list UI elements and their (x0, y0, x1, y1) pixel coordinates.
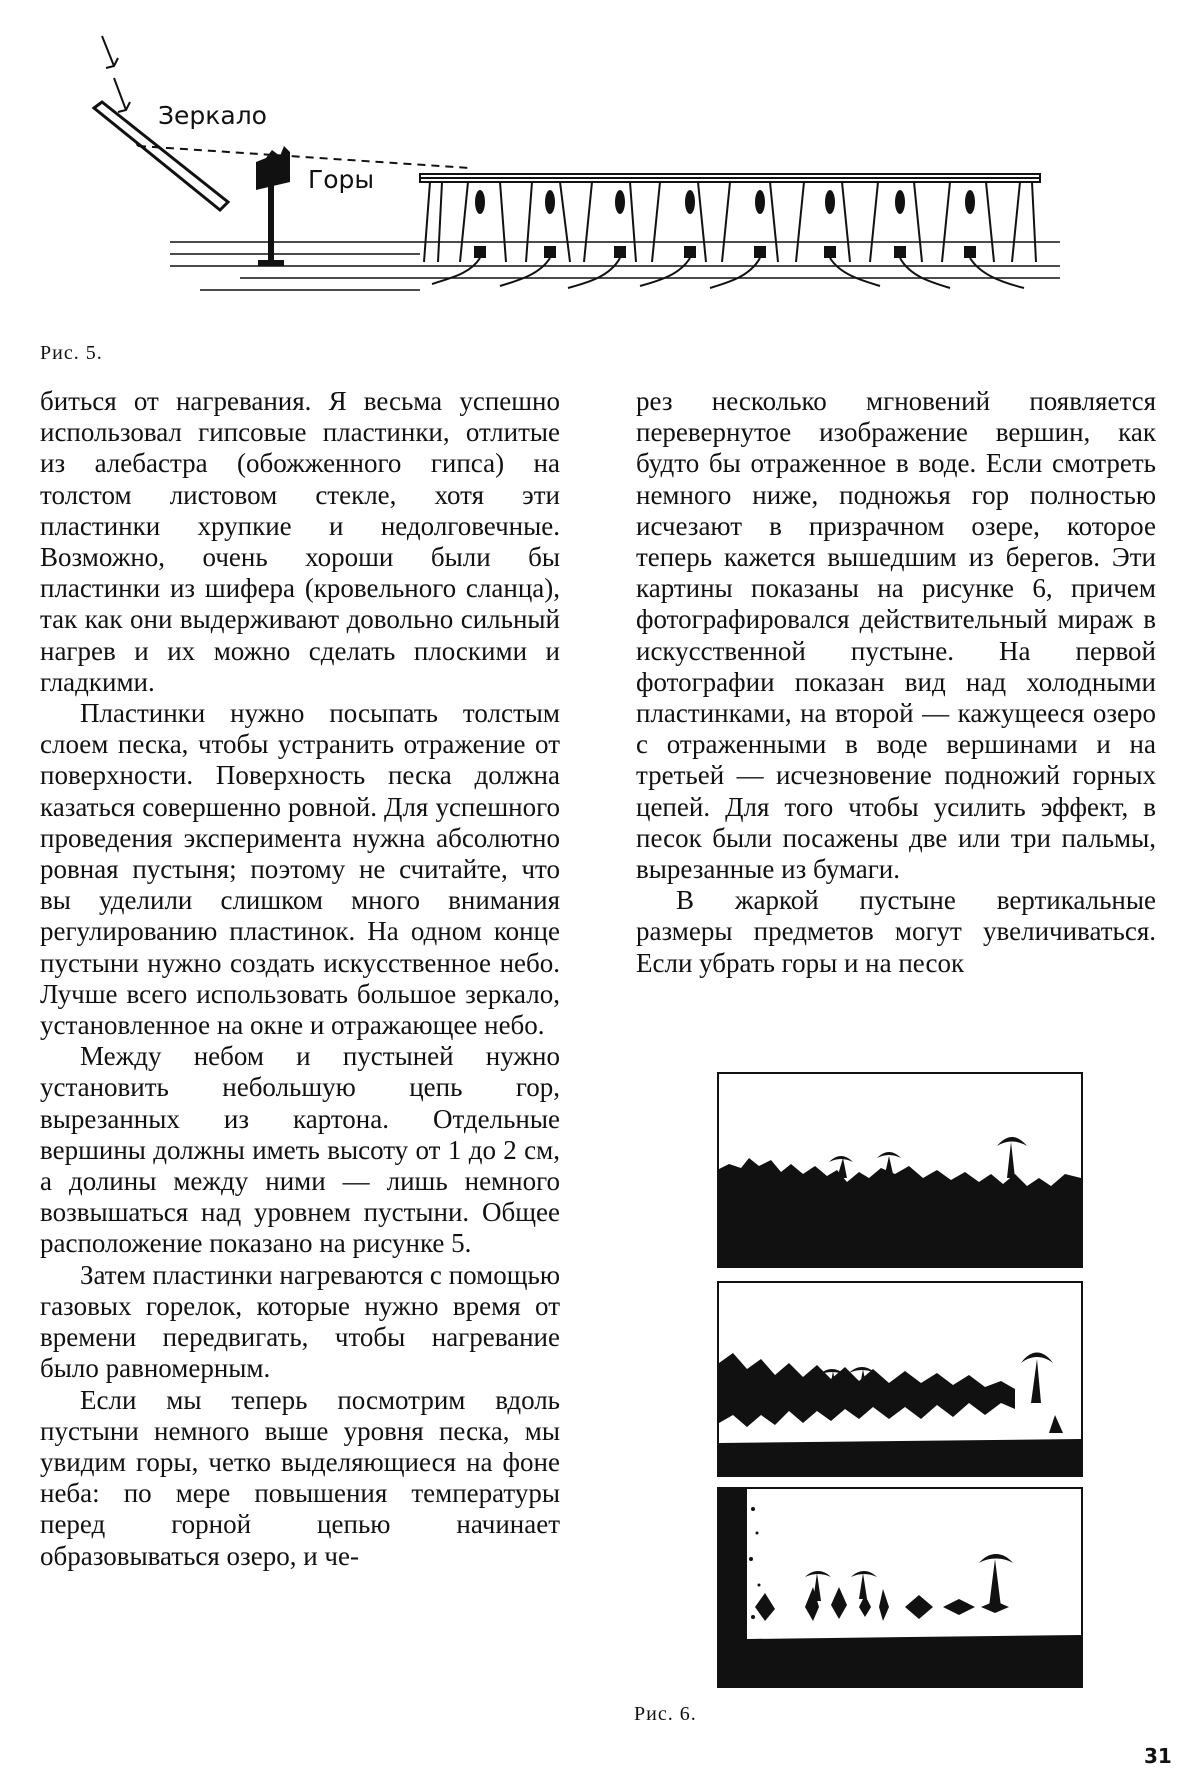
figure-5-diagram (80, 28, 1120, 298)
mountains-label: Горы (308, 165, 375, 194)
mirage-photo-cold-plates (717, 1072, 1083, 1268)
sight-line (138, 146, 470, 168)
mirage-photo-vanishing-foothills (717, 1487, 1083, 1688)
left-text-column (40, 386, 560, 1572)
mirror-label: Зеркало (158, 101, 267, 130)
paragraph: В жаркой пустыне вертикальные размеры предметов могут увеличиваться. Если убрать горы и на песок (636, 885, 1156, 978)
mirage-photo-reflected-lake (717, 1281, 1083, 1477)
paragraph: рез несколько мгновений появляется перевернутое изображение вершин, как будто бы отраженное в воде. Если смотреть немного ниже, подножья гор полностью исчезают в призрачном озере, которое теперь кажется вышедшим из берегов. Эти картины показаны на рисунке 6, причем фотографировался действительный мираж в искусственной пустыне. На первой фотографии показан вид над холодными пластинками, на второй — кажущееся озеро с отраженными в воде вершинами и на третьей — исчезновение подножий горных цепей. Для того чтобы усилить эффект, в песок были посажены две или три пальмы, вырезанные из бумаги. (636, 386, 1156, 885)
figure-6-caption: Рис. 6. (634, 1703, 697, 1725)
paragraph: Пластинки нужно посыпать толстым слоем песка, чтобы устранить отражение от поверхности. Поверхность песка должна казаться совершенно ровной. Для успешного проведения эксперимента нужна абсолютно ровная пустыня; поэтому не считайте, что вы уделили слишком много внимания регулированию пластинок. На одном конце пустыни нужно создать искусственное небо. Лучше всего использовать большое зеркало, установленное на окне и отражающее небо. (40, 698, 560, 1041)
paragraph: биться от нагревания. Я весьма успешно использовал гипсовые пластинки, отлитые из алебастра (обожженного гипса) на толстом листовом стекле, хотя эти пластинки хрупкие и недолговечные. Возможно, очень хороши были бы пластинки из шифера (кровельного сланца), так как они выдерживают довольно сильный нагрев и их можно сделать плоскими и гладкими. (40, 386, 560, 697)
paragraph: Между небом и пустыней нужно установить небольшую цепь гор, вырезанных из картона. Отдельные вершины должны иметь высоту от 1 до 2 см, а долины между ними — лишь немного возвышаться над уровнем пустыни. Общее расположение показано на рисунке 5. (40, 1041, 560, 1259)
paragraph: Затем пластинки нагреваются с помощью газовых горелок, которые нужно время от времени передвигать, чтобы нагревание было равномерным. (40, 1259, 560, 1384)
mountains-cutout (256, 146, 290, 266)
heated-plates-table (420, 174, 1040, 288)
figure-5-caption: Рис. 5. (40, 342, 103, 364)
right-text-column (636, 386, 1156, 979)
page-number: 31 (1144, 1744, 1172, 1768)
paragraph: Если мы теперь посмотрим вдоль пустыни немного выше уровня песка, мы увидим горы, четко выделяющиеся на фоне неба: по мере повышения температуры перед горной цепью начинает образовываться озеро, и че- (40, 1384, 560, 1571)
